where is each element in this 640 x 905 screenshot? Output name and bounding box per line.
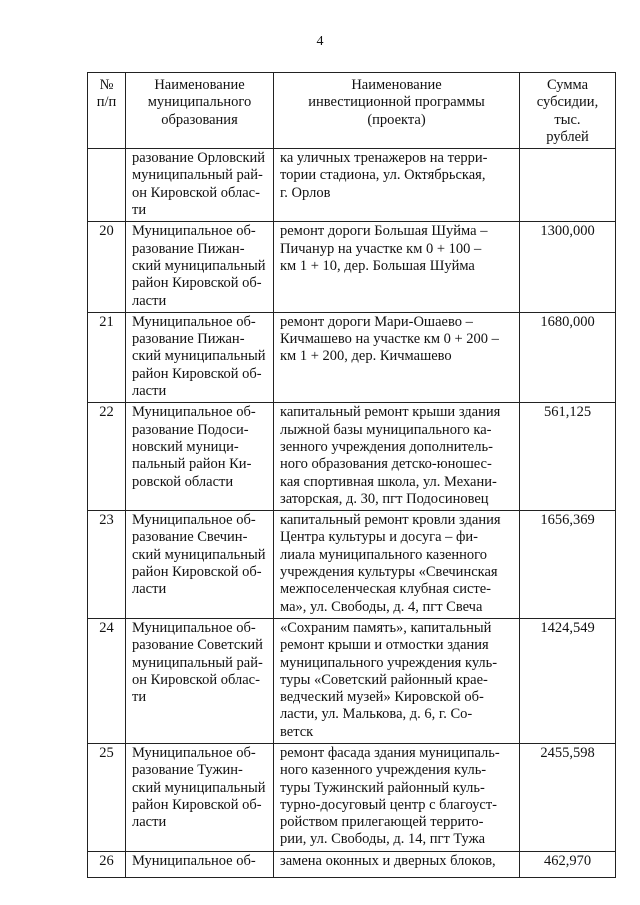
header-project: Наименование инвестиционной программы (проекта) (274, 73, 520, 149)
table-row (88, 743, 616, 851)
table-row (88, 312, 616, 402)
row-municipality: Муниципальное об- разование Свечин- ский муниципальный район Кировской об- ласти (126, 511, 274, 619)
row-amount: 2455,598 (520, 743, 616, 851)
row-project: ка уличных тренажеров на терри- тории стадиона, ул. Октябрьская, г. Орлов (274, 149, 520, 222)
row-project: ремонт дороги Мари-Ошаево – Кичмашево на участке км 0 + 200 – км 1 + 200, дер. Кичмашево (274, 312, 520, 402)
row-num: 25 (88, 743, 126, 851)
row-municipality: Муниципальное об- разование Пижан- ский муниципальный район Кировской об- ласти (126, 222, 274, 312)
row-project: ремонт дороги Большая Шуйма – Пичанур на участке км 0 + 100 – км 1 + 10, дер. Большая Шуйма (274, 222, 520, 312)
row-municipality: разование Орловский муниципальный рай- он Кировской облас- ти (126, 149, 274, 222)
page-number: 4 (316, 34, 324, 49)
row-amount: 1300,000 (520, 222, 616, 312)
row-num: 22 (88, 403, 126, 511)
row-municipality: Муниципальное об- разование Пижан- ский муниципальный район Кировской об- ласти (126, 312, 274, 402)
table-header (88, 73, 616, 149)
table-row (88, 403, 616, 511)
header-municipality: Наименование муниципального образования (126, 73, 274, 149)
table-row (88, 222, 616, 312)
row-num (88, 149, 126, 222)
row-amount: 1656,369 (520, 511, 616, 619)
row-municipality: Муниципальное об- (126, 851, 274, 877)
row-num: 26 (88, 851, 126, 877)
header-num: № п/п (88, 73, 126, 149)
header-row (88, 73, 616, 149)
header-amount: Сумма субсидии, тыс. рублей (520, 73, 616, 149)
row-project: ремонт фасада здания муниципаль- ного казенного учреждения куль- туры Тужинский районный куль- турно-досуговый центр с благоуст- ройством прилегающей террито- рии, ул. Свободы, д. 14, пгт Тужа (274, 743, 520, 851)
row-project: «Сохраним память», капитальный ремонт крыши и отмостки здания муниципального учреждения куль- туры «Советский районный крае- ведческий музей» Кировской об- ласти, ул. Малькова, д. 6, г. Со- ветск (274, 618, 520, 743)
row-num: 24 (88, 618, 126, 743)
row-municipality: Муниципальное об- разование Тужин- ский муниципальный район Кировской об- ласти (126, 743, 274, 851)
table-row (88, 851, 616, 877)
table-row (88, 618, 616, 743)
table-row (88, 511, 616, 619)
row-num: 23 (88, 511, 126, 619)
table-row (88, 149, 616, 222)
row-amount: 1424,549 (520, 618, 616, 743)
row-num: 21 (88, 312, 126, 402)
row-project: замена оконных и дверных блоков, (274, 851, 520, 877)
row-num: 20 (88, 222, 126, 312)
row-amount: 561,125 (520, 403, 616, 511)
row-amount (520, 149, 616, 222)
subsidy-table (87, 72, 616, 878)
row-project: капитальный ремонт крыши здания лыжной базы муниципального ка- зенного учреждения дополнитель- ного образования детско-юношес- кая спортивная школа, ул. Механи- заторская, д. 30, пгт Подосиновец (274, 403, 520, 511)
row-amount: 462,970 (520, 851, 616, 877)
row-municipality: Муниципальное об- разование Подоси- новский муници- пальный район Ки- ровской области (126, 403, 274, 511)
row-project: капитальный ремонт кровли здания Центра культуры и досуга – фи- лиала муниципального казенного учреждения культуры «Свечинская межпоселенческая клубная систе- ма», ул. Свободы, д. 4, пгт Свеча (274, 511, 520, 619)
row-municipality: Муниципальное об- разование Советский муниципальный рай- он Кировской облас- ти (126, 618, 274, 743)
row-amount: 1680,000 (520, 312, 616, 402)
table-body (88, 149, 616, 878)
